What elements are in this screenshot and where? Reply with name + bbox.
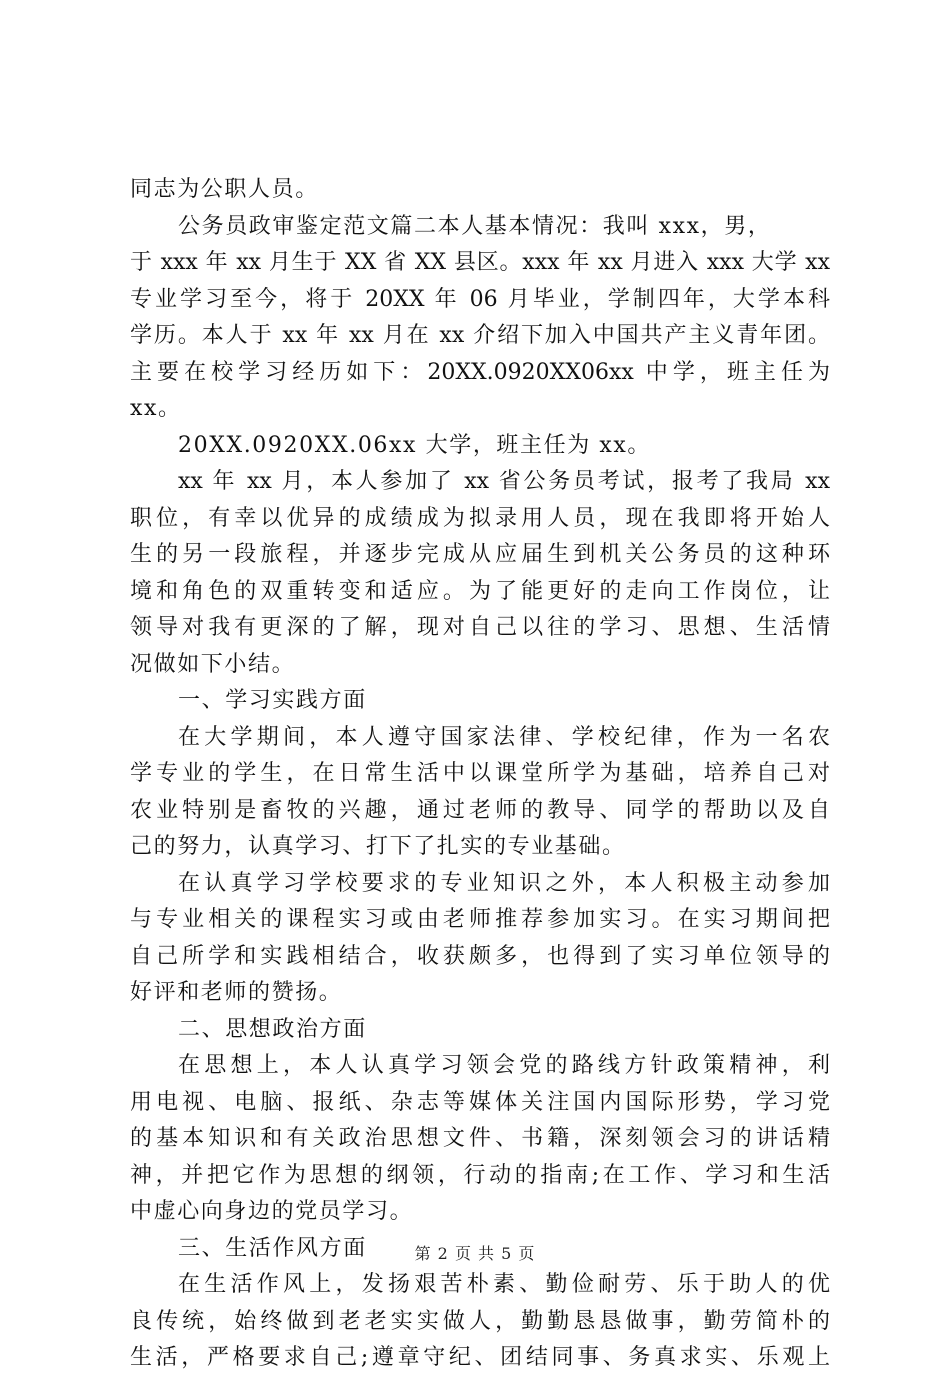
text-line: 同志为公职人员。 xyxy=(130,177,319,202)
text-line: 在大学期间，本人遵守国家法律、学校纪律，作为一名农 xyxy=(178,724,830,750)
text-line: 三、生活作风方面 xyxy=(178,1235,367,1261)
document-body xyxy=(130,172,830,1377)
text-line: xx 年 xx 月，本人参加了 xx 省公务员考试，报考了我局 xx xyxy=(178,469,830,494)
text-line: 一、学习实践方面 xyxy=(178,688,367,713)
text-line: 学专业的学生，在日常生活中以课堂所学为基础，培养自己对 xyxy=(130,761,830,786)
text-line: 学历。本人于 xx 年 xx 月在 xx 介绍下加入中国共产主义青年团。 xyxy=(130,323,830,348)
text-line: 农业特别是畜牧的兴趣，通过老师的教导、同学的帮助以及自 xyxy=(130,797,830,823)
text-line: 领导对我有更深的了解，现对自己以往的学习、思想、生活情 xyxy=(130,615,830,640)
text-line: 公务员政审鉴定范文篇二本人基本情况：我叫 xxx，男， xyxy=(178,213,772,239)
text-line: 况做如下小结。 xyxy=(130,651,296,677)
page-footer: 第 2 页 共 5 页 xyxy=(414,1244,536,1263)
text-line: 良传统，始终做到老老实实做人，勤勤恳恳做事，勤劳简朴的 xyxy=(130,1308,830,1334)
text-line: 用电视、电脑、报纸、杂志等媒体关注国内国际形势，学习党 xyxy=(130,1089,830,1115)
text-line: 专业学习至今，将于 20XX 年 06 月毕业，学制四年，大学本科 xyxy=(130,286,830,312)
text-line: 与专业相关的课程实习或由老师推荐参加实习。在实习期间把 xyxy=(130,907,830,932)
text-line: 于 xxx 年 xx 月生于 XX 省 XX 县区。xxx 年 xx 月进入 xxx 大学 xx xyxy=(130,250,830,275)
text-line: 在生活作风上，发扬艰苦朴素、勤俭耐劳、乐于助人的优 xyxy=(178,1272,830,1297)
text-line: 在思想上，本人认真学习领会党的路线方针政策精神，利 xyxy=(178,1053,830,1078)
text-line: 己的努力，认真学习、打下了扎实的专业基础。 xyxy=(130,834,626,859)
text-line: 的基本知识和有关政治思想文件、书籍，深刻领会习的讲话精 xyxy=(130,1126,830,1151)
text-line: xx。 xyxy=(130,396,182,421)
text-line: 职位，有幸以优异的成绩成为拟录用人员，现在我即将开始人 xyxy=(130,505,830,531)
text-line: 二、思想政治方面 xyxy=(178,1016,367,1042)
text-line: 生活，严格要求自己;遵章守纪、团结同事、务真求实、乐观上 xyxy=(130,1345,830,1370)
text-line: 中虚心向身边的党员学习。 xyxy=(130,1199,414,1224)
text-line: 神，并把它作为思想的纲领，行动的指南;在工作、学习和生活 xyxy=(130,1162,830,1188)
text-line: 在认真学习学校要求的专业知识之外，本人积极主动参加 xyxy=(178,870,830,896)
text-line: 20XX.0920XX.06xx 大学，班主任为 xx。 xyxy=(178,432,652,458)
text-line: 主要在校学习经历如下：20XX.0920XX06xx 中学，班主任为 xyxy=(130,359,830,385)
text-line: 自己所学和实践相结合，收获颇多，也得到了实习单位领导的 xyxy=(130,943,830,969)
text-line: 好评和老师的赞扬。 xyxy=(130,980,343,1005)
text-line: 生的另一段旅程，并逐步完成从应届生到机关公务员的这种环 xyxy=(130,542,830,567)
text-line: 境和角色的双重转变和适应。为了能更好的走向工作岗位，让 xyxy=(130,578,830,604)
